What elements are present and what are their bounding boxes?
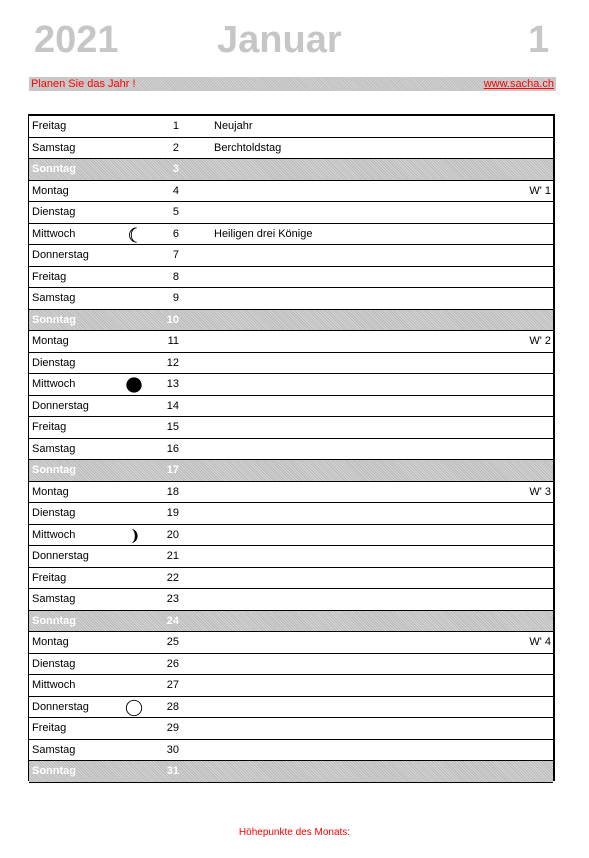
day-number: 7 — [172, 249, 179, 261]
day-number: 4 — [172, 184, 179, 197]
weekday-name: Sonntag — [32, 464, 76, 476]
day-number: 18 — [166, 485, 179, 498]
day-row — [29, 568, 553, 590]
day-number: 15 — [166, 421, 179, 433]
day-number: 14 — [166, 399, 179, 412]
day-number: 2 — [172, 141, 179, 154]
holiday-label: Berchtoldstag — [214, 141, 282, 154]
day-number: 16 — [166, 442, 179, 455]
weekday-name: Montag — [32, 335, 69, 347]
day-number: 12 — [166, 356, 179, 369]
week-number: W' 4 — [529, 636, 551, 648]
day-row — [29, 503, 553, 525]
weekday-name: Freitag — [32, 120, 67, 132]
weekday-name: Dienstag — [32, 507, 76, 519]
day-number: 8 — [172, 270, 179, 283]
weekday-name: Donnerstag — [32, 399, 89, 412]
day-row — [29, 675, 553, 697]
day-row — [29, 138, 553, 160]
weekday-name: Sonntag — [32, 614, 76, 627]
holiday-label: Neujahr — [214, 120, 253, 132]
day-row — [29, 546, 553, 568]
day-row — [29, 159, 553, 181]
day-number: 9 — [172, 292, 179, 304]
weekday-name: Dienstag — [32, 356, 76, 369]
day-row — [29, 396, 553, 418]
day-row — [29, 632, 553, 654]
day-row — [29, 761, 553, 783]
weekday-name: Freitag — [32, 421, 67, 433]
weekday-name: Dienstag — [32, 657, 76, 670]
day-row — [29, 654, 553, 676]
weekday-name: Freitag — [32, 270, 67, 283]
day-number: 22 — [166, 571, 179, 584]
weekday-name: Samstag — [32, 141, 76, 154]
day-number: 11 — [167, 335, 179, 347]
day-row — [29, 331, 553, 353]
weekday-name: Mittwoch — [32, 679, 76, 691]
day-row — [29, 288, 553, 310]
day-row — [29, 482, 553, 504]
day-number: 23 — [166, 593, 179, 605]
weekday-name: Samstag — [32, 593, 76, 605]
weekday-name: Montag — [32, 184, 69, 197]
weekday-name: Donnerstag — [32, 249, 89, 261]
tagline-bar — [29, 77, 556, 91]
week-number: W' 2 — [529, 335, 551, 347]
day-row — [29, 589, 553, 611]
day-row — [29, 718, 553, 740]
day-row — [29, 439, 553, 461]
day-number: 26 — [166, 657, 179, 670]
day-row — [29, 202, 553, 224]
day-number: 5 — [172, 206, 179, 218]
day-number: 10 — [166, 313, 179, 326]
week-number: W' 1 — [529, 184, 551, 197]
weekday-name: Donnerstag — [32, 550, 89, 562]
weekday-name: Sonntag — [32, 313, 76, 326]
day-number: 21 — [166, 550, 179, 562]
day-number: 30 — [166, 743, 179, 756]
weekday-name: Donnerstag — [32, 700, 89, 713]
weekday-name: Sonntag — [32, 163, 76, 175]
day-number: 28 — [166, 700, 179, 713]
month-highlights-label: Höhepunkte des Monats: — [238, 827, 351, 838]
holiday-label: Heiligen drei Könige — [214, 227, 313, 240]
day-row — [29, 353, 553, 375]
day-row — [29, 224, 553, 246]
day-number: 24 — [166, 614, 179, 627]
weekday-name: Freitag — [32, 722, 67, 734]
weekday-name: Sonntag — [32, 765, 76, 777]
weekday-name: Samstag — [32, 292, 76, 304]
day-number: 3 — [172, 163, 179, 175]
month-title: Januar — [217, 19, 342, 61]
day-row — [29, 740, 553, 762]
day-number: 20 — [166, 528, 179, 541]
day-row — [29, 310, 553, 332]
weekday-name: Samstag — [32, 743, 76, 756]
weekday-name: Samstag — [32, 442, 76, 455]
day-row — [29, 245, 553, 267]
day-number: 6 — [172, 227, 179, 240]
year-title: 2021 — [34, 19, 119, 61]
weekday-name: Mittwoch — [32, 528, 76, 541]
day-row — [29, 181, 553, 203]
day-number: 1 — [172, 120, 179, 132]
day-row — [29, 374, 553, 396]
day-row — [29, 460, 553, 482]
day-number: 31 — [166, 765, 179, 777]
day-number: 13 — [166, 378, 179, 390]
day-row — [29, 417, 553, 439]
day-row — [29, 267, 553, 289]
day-number: 27 — [166, 679, 179, 691]
tagline-text: Planen Sie das Jahr ! — [31, 78, 136, 90]
weekday-name: Freitag — [32, 571, 67, 584]
calendar-table — [28, 114, 555, 781]
month-number: 1 — [528, 19, 550, 61]
day-number: 25 — [166, 636, 179, 648]
weekday-name: Mittwoch — [32, 378, 76, 390]
day-number: 29 — [166, 722, 179, 734]
day-row — [29, 116, 553, 138]
weekday-name: Montag — [32, 636, 69, 648]
day-row — [29, 611, 553, 633]
weekday-name: Montag — [32, 485, 69, 498]
day-row — [29, 525, 553, 547]
weekday-name: Dienstag — [32, 206, 76, 218]
weekday-name: Mittwoch — [32, 227, 76, 240]
day-number: 17 — [166, 464, 179, 476]
day-number: 19 — [166, 507, 179, 519]
day-row — [29, 697, 553, 719]
website-link[interactable]: www.sacha.ch — [483, 78, 554, 90]
week-number: W' 3 — [529, 485, 551, 498]
